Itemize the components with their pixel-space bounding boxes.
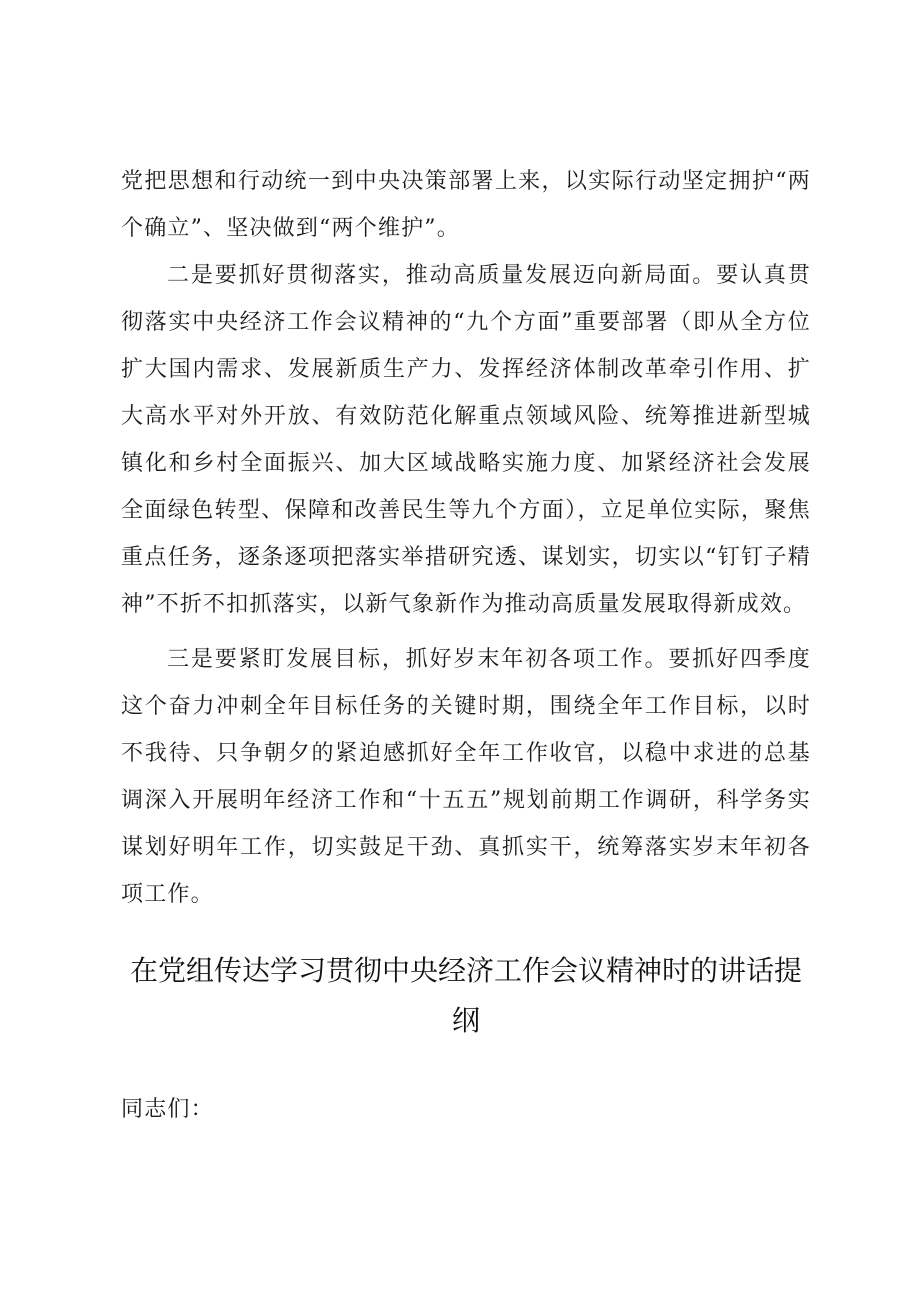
paragraph-continuation: 党把思想和行动统一到中央决策部署上来，以实际行动坚定拥护“两个确立”、坚决做到“两个维护”。 bbox=[121, 169, 811, 241]
speech-title: 在党组传达学习贯彻中央经济工作会议精神时的讲话提纲 bbox=[129, 954, 802, 1037]
salutation: 同志们： bbox=[121, 1097, 214, 1122]
paragraph-point-two: 二是要抓好贯彻落实，推动高质量发展迈向新局面。要认真贯彻落实中央经济工作会议精神的“九个方面”重要部署（即从全方位扩大国内需求、发展新质生产力、发挥经济体制改革牵引作用、扩大高水平对外开放、有效防范化解重点领域风险、统筹推进新型城镇化和乡村全面振兴、加大区域战略实施力度、加紧经济社会发展全面绿色转型、保障和改善民生等九个方面），立足单位实际，聚焦重点任务，逐条逐项把落实举措研究透、谋划实，切实以“钉钉子精神”不折不扣抓落实，以新气象新作为推动高质量发展取得新成效。 bbox=[121, 263, 811, 617]
paragraph-point-three: 三是要紧盯发展目标，抓好岁末年初各项工作。要抓好四季度这个奋力冲刺全年目标任务的关键时期，围绕全年工作目标，以时不我待、只争朝夕的紧迫感抓好全年工作收官，以稳中求进的总基调深入开展明年经济工作和“十五五”规划前期工作调研，科学务实谋划好明年工作，切实鼓足干劲、真抓实干，统筹落实岁末年初各项工作。 bbox=[121, 647, 811, 907]
